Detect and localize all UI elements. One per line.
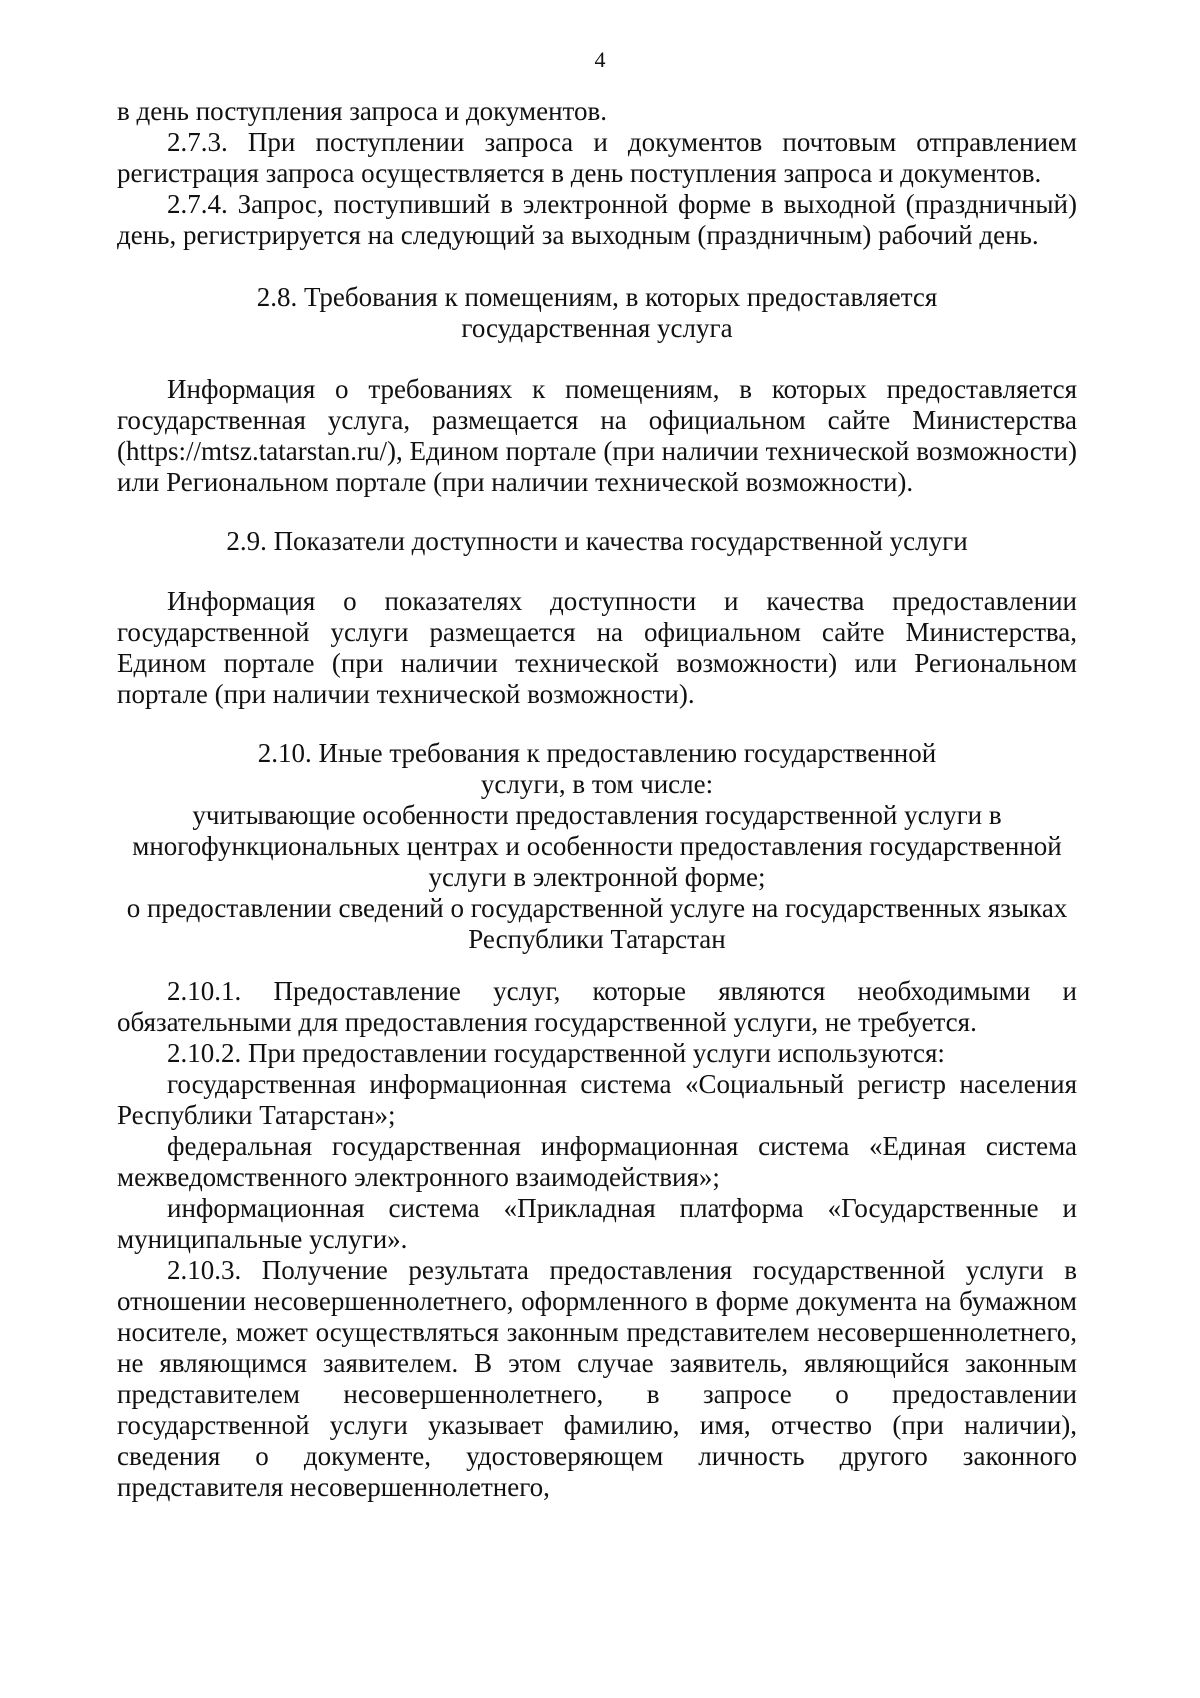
- paragraph-text: 2.10.2. При предоставлении государственной услуги используются:: [167, 1038, 945, 1068]
- paragraph-text: 2.7.4. Запрос, поступивший в электронной форме в выходной (праздничный) день, регистрируется на следующий за выходным (праздничным) рабочий день.: [117, 189, 1077, 250]
- heading-line: Республики Татарстан: [468, 924, 726, 954]
- paragraph-29: [117, 586, 1077, 710]
- paragraph-28: [117, 374, 1077, 498]
- heading-line: услуги в электронной форме;: [428, 862, 766, 892]
- paragraph-2102-item-1: [117, 1069, 1077, 1131]
- heading-line: услуги, в том числе:: [480, 769, 714, 799]
- paragraph-text: 2.7.3. При поступлении запроса и документов почтовым отправлением регистрация запроса осуществляется в день поступления запроса и документов.: [117, 127, 1077, 188]
- paragraph-text: Информация о показателях доступности и качества предоставлении государственной услуги размещается на официальном сайте Министерства, Едином портале (при наличии технической возможности) или Региональном портале (при наличии технической возможности).: [117, 586, 1077, 709]
- paragraph-273: [117, 127, 1077, 189]
- paragraph-text: федеральная государственная информационная система «Единая система межведомственного электронного взаимодействия»;: [117, 1131, 1077, 1192]
- paragraph-274: [117, 189, 1077, 251]
- heading-line: учитывающие особенности предоставления государственной услуги в: [192, 800, 1002, 830]
- heading-line: 2.8. Требования к помещениям, в которых предоставляется: [256, 282, 938, 312]
- paragraph-2102: [117, 1038, 1077, 1069]
- paragraph-2101: [117, 976, 1077, 1038]
- heading-line: 2.9. Показатели доступности и качества государственной услуги: [226, 526, 968, 556]
- paragraph-2103: [117, 1255, 1077, 1503]
- heading-line: о предоставлении сведений о государственной услуге на государственных языках: [126, 893, 1068, 923]
- paragraph-text: в день поступления запроса и документов.: [117, 96, 607, 126]
- paragraph-2102-item-2: [117, 1131, 1077, 1193]
- heading-line: 2.10. Иные требования к предоставлению государственной: [257, 738, 937, 768]
- paragraph-text: государственная информационная система «Социальный регистр населения Республики Татарстан»;: [117, 1069, 1077, 1130]
- heading-2-10: [117, 738, 1077, 955]
- paragraph-273-tail: [117, 96, 1077, 127]
- page-number: 4: [594, 47, 606, 72]
- paragraph-text: 2.10.1. Предоставление услуг, которые являются необходимыми и обязательными для предоставления государственной услуги, не требуется.: [117, 976, 1077, 1037]
- heading-line: многофункциональных центрах и особенности предоставления государственной: [132, 831, 1062, 861]
- paragraph-text: 2.10.3. Получение результата предоставления государственной услуги в отношении несовершеннолетнего, оформленного в форме документа на бумажном носителе, может осуществляться законным представителем несовершеннолетнего, не являющимся заявителем. В этом случае заявитель, являющийся законным представителем несовершеннолетнего, в запросе о предоставлении государственной услуги указывает фамилию, имя, отчество (при наличии), сведения о документе, удостоверяющем личность другого законного представителя несовершеннолетнего,: [117, 1255, 1077, 1502]
- heading-2-9: [117, 526, 1077, 557]
- heading-2-8: [117, 282, 1077, 344]
- paragraph-text: Информация о требованиях к помещениям, в которых предоставляется государственная услуга, размещается на официальном сайте Министерства (https://mtsz.tatarstan.ru/), Едином портале (при наличии технической возможности) или Региональном портале (при наличии технической возможности).: [117, 374, 1077, 497]
- heading-line: государственная услуга: [461, 313, 733, 343]
- paragraph-text: информационная система «Прикладная платформа «Государственные и муниципальные услуги».: [117, 1193, 1077, 1254]
- paragraph-2102-item-3: [117, 1193, 1077, 1255]
